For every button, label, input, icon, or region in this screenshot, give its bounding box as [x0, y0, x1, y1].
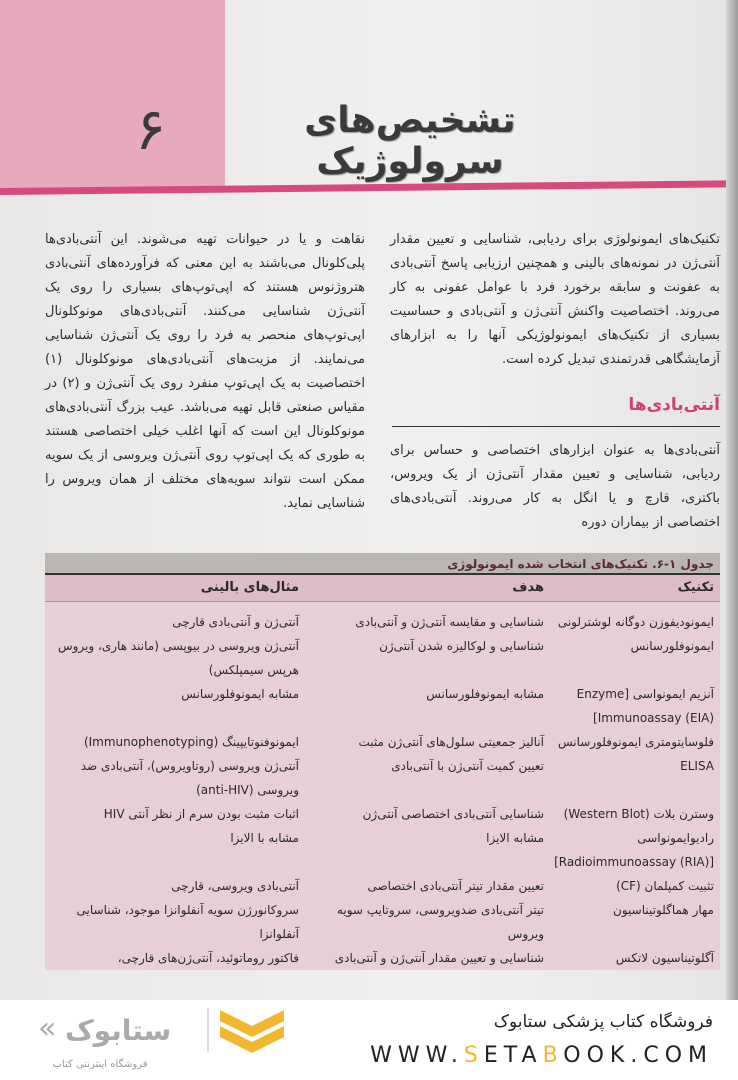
- text-columns: [45, 228, 720, 535]
- cell-technique: آگلوتیناسیون لاتکس: [615, 951, 714, 965]
- table-row: [45, 682, 720, 730]
- table-row: [45, 874, 720, 898]
- cell-clinical: آنتی‌ژن و آنتی‌بادی قارچی: [172, 615, 299, 629]
- cell-goal: مشابه الایزا: [486, 831, 544, 845]
- page-edge-shadow: [726, 0, 738, 1000]
- cell-goal: شناسایی و مقایسه آنتی‌ژن و آنتی‌بادی: [355, 615, 544, 629]
- table-body: [45, 610, 720, 970]
- table-row: [45, 634, 720, 682]
- chapter-number: ۶: [135, 95, 167, 163]
- table-row: [45, 898, 720, 946]
- shop-url[interactable]: WWW.SETABOOK.COM: [370, 1043, 713, 1068]
- table-row: [45, 730, 720, 754]
- techniques-table: [45, 553, 720, 970]
- section-paragraph: آنتی‌بادی‌ها به عنوان ابزارهای اختصاصی و حساس برای ردیابی، شناسایی و تعیین مقدار آنتی‌ژن از یک ویروس، باکتری، قارچ و یا انگل به کار می‌روند. آنتی‌بادی‌های اختصاصی از بیماران دوره: [390, 443, 720, 530]
- cell-technique: رادیوایمونواسی [Radioimmunoassay (RIA)]: [554, 831, 714, 869]
- cell-technique: وسترن بلات (Western Blot): [563, 807, 714, 821]
- table-row: [45, 610, 720, 634]
- logo-subtitle: فروشگاه اینترنتی کتاب: [52, 1059, 148, 1070]
- table-row: [45, 946, 720, 970]
- cell-technique: فلوسایتومتری ایمونوفلورسانس: [557, 735, 714, 749]
- cell-clinical: فاکتور روماتوئید، آنتی‌ژن‌های قارچی،: [117, 951, 299, 965]
- table-row: [45, 802, 720, 826]
- right-column: [390, 228, 720, 535]
- cell-goal: شناسایی آنتی‌بادی اختصاصی آنتی‌ژن: [362, 807, 544, 821]
- cell-goal: تیتر آنتی‌بادی ضدویروسی، سروتایپ سویه ویروس: [336, 903, 544, 941]
- cell-goal: آنالیز جمعیتی سلول‌های آنتی‌ژن مثبت: [358, 735, 544, 749]
- store-footer: [0, 1000, 738, 1080]
- shop-name: فروشگاه کتاب پزشکی ستابوک: [493, 1012, 713, 1032]
- setabook-logo-icon: [30, 1004, 290, 1054]
- section-rule: [392, 426, 720, 427]
- cell-goal: مشابه ایمونوفلورسانس: [426, 687, 544, 701]
- cell-technique: ایمونودیفوزن دوگانه لوشترلونی: [557, 615, 714, 629]
- cell-goal: تعیین مقدار تیتر آنتی‌بادی اختصاصی: [367, 879, 544, 893]
- svg-text:«: «: [38, 1011, 57, 1046]
- chapter-color-block: [0, 0, 225, 192]
- cell-goal: شناسایی و تعیین مقدار آنتی‌ژن و آنتی‌بادی: [334, 951, 544, 965]
- cell-clinical: آنتی‌بادی ویروسی، قارچی: [171, 879, 299, 893]
- cell-technique: ایمونوفلورسانس: [630, 639, 714, 653]
- header-goal: هدف: [512, 580, 544, 595]
- cell-technique: تثبیت کمپلمان (CF): [616, 879, 714, 893]
- cell-clinical: مشابه ایمونوفلورسانس: [181, 687, 299, 701]
- cell-clinical: آنتی‌ژن ویروسی (روتاویروس)، آنتی‌بادی ضد ویروسی (anti-HIV): [80, 759, 299, 797]
- table-header-row: [45, 575, 720, 602]
- cell-goal: شناسایی و لوکالیزه شدن آنتی‌ژن: [379, 639, 544, 653]
- cell-technique: ELISA: [680, 759, 714, 773]
- left-column-paragraph: نقاهت و یا در حیوانات تهیه می‌شوند. این آنتی‌بادی‌ها پلی‌کلونال می‌باشند به این معنی که فرآورده‌های آنتی‌بادی هتروژنوس هستند که اپی‌توپ‌های بسیاری را روی یک آنتی‌ژن شناسایی می‌کنند. آنتی‌بادی‌های مونوکلونال اپی‌توپ‌های منحصر به فرد را روی یک آنتی‌ژن شناسایی می‌نمایند. از مزیت‌های آنتی‌بادی‌های مونوکلونال (۱) اختصاصیت به یک اپی‌توپ منفرد روی یک آنتی‌ژن و (۲) در مقیاس صنعتی قابل تهیه می‌باشد. عیب بزرگ آنتی‌بادی‌های مونوکلونال این است که آنها اغلب خیلی اختصاصی هستند به طوری که یک اپی‌توپ روی آنتی‌ژن ویروسی از یک سویه ممکن است نتواند سویه‌های مختلف از همان ویروس را شناسایی نماید.: [45, 232, 365, 511]
- cell-clinical: سروکانورژن سویه آنفلوانزا موجود، شناسایی آنفلوانزا: [76, 903, 299, 941]
- header-technique: تکنیک: [677, 580, 714, 595]
- cell-technique: مهار هماگلوتیناسیون: [613, 903, 714, 917]
- page-body: [45, 228, 720, 970]
- cell-technique: آنزیم ایمونواسی [Enzyme Immunoassay (EIA)]: [576, 687, 714, 725]
- cell-clinical: اثبات مثبت بودن سرم از نظر آنتی HIV: [103, 807, 299, 821]
- table-caption: جدول ۱-۶. تکنیک‌های انتخاب شده ایمونولوژی: [45, 553, 720, 575]
- left-column: [45, 228, 365, 535]
- header-clinical: مثال‌های بالینی: [200, 580, 299, 595]
- cell-clinical: ایمونوفنوتایپینگ (Immunophenotyping): [83, 735, 299, 749]
- intro-paragraph: تکنیک‌های ایمونولوژی برای ردیابی، شناسایی و تعیین مقدار آنتی‌ژن در نمونه‌های بالینی و همچنین ارزیابی پاسخ آنتی‌بادی به عفونت و سابقه برخورد فرد با عوامل عفونی به کار می‌روند. اختصاصیت واکنش آنتی‌ژن و آنتی‌بادی و حساسیت بسیاری از تکنیک‌های ایمونولوژیکی آنها را به ابزارهای آزمایشگاهی قدرتمندی تبدیل کرده است.: [390, 232, 720, 367]
- cell-goal: تعیین کمیت آنتی‌ژن با آنتی‌بادی: [391, 759, 544, 773]
- cell-clinical: آنتی‌ژن ویروسی در بیوپسی (مانند هاری، ویروس هرپس سیمپلکس): [57, 639, 299, 677]
- table-row: [45, 826, 720, 874]
- table-row: [45, 754, 720, 802]
- cell-clinical: مشابه با الایزا: [230, 831, 299, 845]
- section-heading: آنتی‌بادی‌ها: [628, 395, 720, 415]
- logo-text: ستابوک: [65, 1014, 172, 1047]
- chapter-title: تشخیص‌های سرولوژیک: [304, 100, 516, 182]
